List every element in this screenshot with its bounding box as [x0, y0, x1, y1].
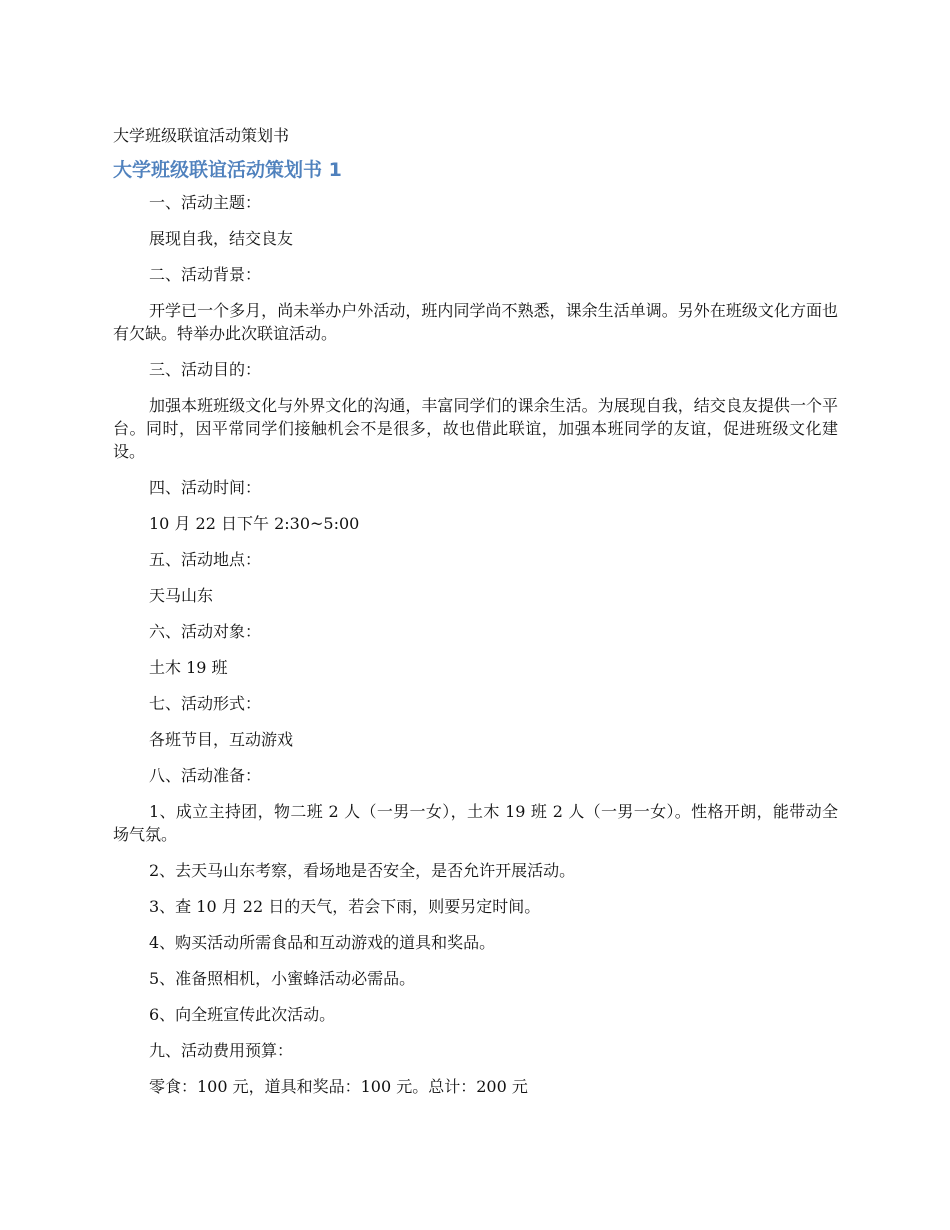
body-paragraph: 6、向全班宣传此次活动。 — [149, 1005, 336, 1024]
body-paragraph: 七、活动形式： — [149, 694, 262, 713]
body-paragraph: 一、活动主题： — [149, 193, 262, 212]
body-paragraph: 四、活动时间： — [149, 478, 262, 497]
document-page — [113, 124, 838, 1111]
body-paragraph: 土木 19 班 — [149, 658, 228, 677]
body-paragraph: 加强本班班级文化与外界文化的沟通，丰富同学们的课余生活。为展现自我，结交良友提供一个平台。同时，因平常同学们接触机会不是很多，故也借此联谊，加强本班同学的友谊，促进班级文化建设。 — [113, 396, 838, 461]
body-paragraph: 开学已一个多月，尚未举办户外活动，班内同学尚不熟悉，课余生活单调。另外在班级文化方面也有欠缺。特举办此次联谊活动。 — [113, 301, 838, 343]
body-paragraph: 零食：100 元，道具和奖品：100 元。总计：200 元 — [149, 1077, 528, 1096]
body-paragraph: 10 月 22 日下午 2:30~5:00 — [149, 514, 360, 533]
document-body — [113, 191, 838, 1098]
section-heading: 大学班级联谊活动策划书 1 — [113, 159, 342, 181]
body-paragraph: 二、活动背景： — [149, 265, 262, 284]
body-paragraph: 天马山东 — [149, 586, 214, 605]
body-paragraph: 3、查 10 月 22 日的天气，若会下雨，则要另定时间。 — [149, 897, 541, 916]
body-paragraph: 展现自我，结交良友 — [149, 229, 294, 248]
body-paragraph: 4、购买活动所需食品和互动游戏的道具和奖品。 — [149, 933, 496, 952]
body-paragraph: 三、活动目的： — [149, 360, 262, 379]
body-paragraph: 5、准备照相机，小蜜蜂活动必需品。 — [149, 969, 416, 988]
body-paragraph: 六、活动对象： — [149, 622, 262, 641]
body-paragraph: 各班节目，互动游戏 — [149, 730, 294, 749]
body-paragraph: 九、活动费用预算： — [149, 1041, 294, 1060]
document-title: 大学班级联谊活动策划书 — [113, 126, 290, 145]
body-paragraph: 1、成立主持团，物二班 2 人（一男一女），土木 19 班 2 人（一男一女）。性格开朗，能带动全场气氛。 — [113, 802, 838, 844]
body-paragraph: 五、活动地点： — [149, 550, 262, 569]
body-paragraph: 八、活动准备： — [149, 766, 262, 785]
body-paragraph: 2、去天马山东考察，看场地是否安全，是否允许开展活动。 — [149, 861, 576, 880]
